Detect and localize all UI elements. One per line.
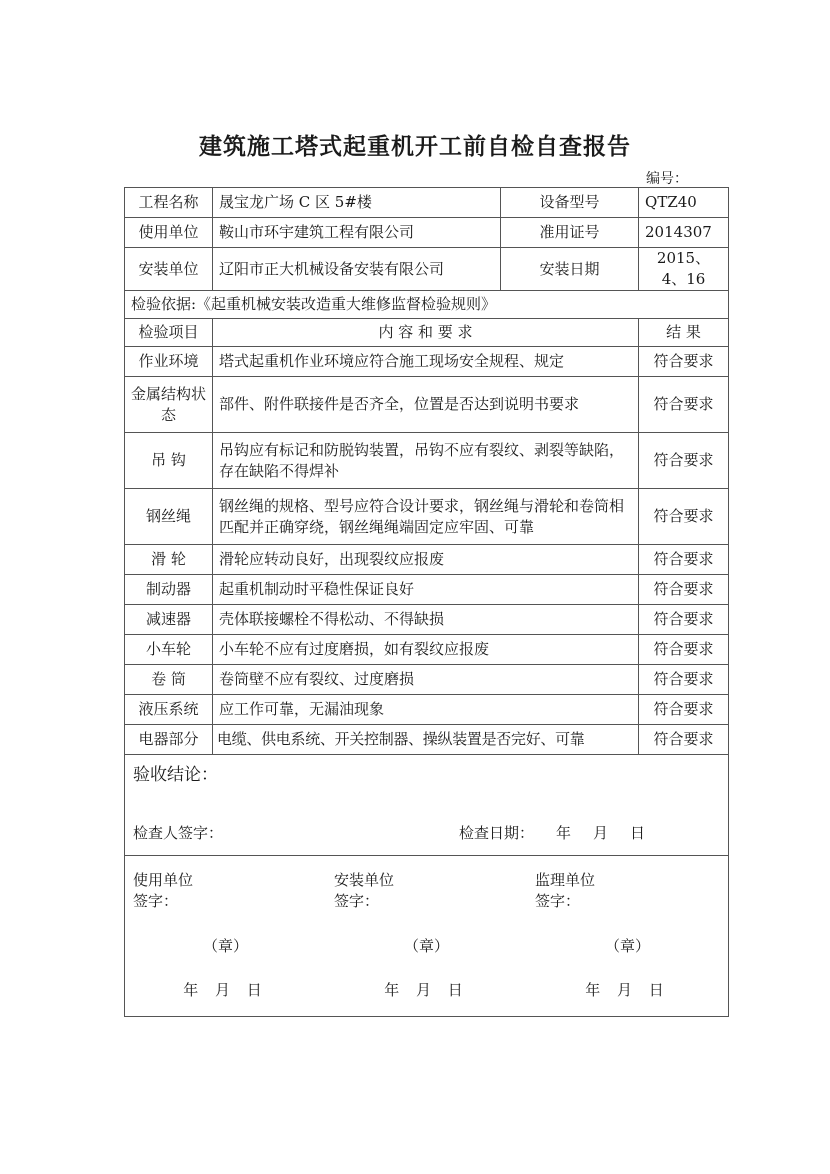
row-result: 符合要求 <box>639 635 729 665</box>
seal-placeholder: （章） <box>202 937 248 955</box>
table-row <box>125 635 729 665</box>
inspection-date <box>459 823 645 844</box>
signature-block-installer <box>326 856 527 1016</box>
project-value: 晟宝龙广场 C 区 5#楼 <box>213 188 501 218</box>
row-content: 应工作可靠，无漏油现象 <box>213 695 639 725</box>
user-unit-value: 鞍山市环宇建筑工程有限公司 <box>213 218 501 248</box>
signature-section <box>125 856 729 1017</box>
installer-label: 安装单位 <box>125 248 213 291</box>
table-row <box>125 377 729 433</box>
row-content: 小车轮不应有过度磨损，如有裂纹应报废 <box>213 635 639 665</box>
row-result: 符合要求 <box>639 545 729 575</box>
table-row <box>125 575 729 605</box>
signature-table <box>125 856 728 1016</box>
table-row <box>125 433 729 489</box>
inspection-basis: 检验依据:《起重机械安装改造重大维修监督检验规则》 <box>125 291 729 319</box>
row-item: 制动器 <box>125 575 213 605</box>
signature-org: 使用单位 <box>133 871 194 889</box>
model-value: QTZ40 <box>639 188 729 218</box>
row-result: 符合要求 <box>639 489 729 545</box>
row-item: 滑 轮 <box>125 545 213 575</box>
row-result: 符合要求 <box>639 347 729 377</box>
signature-date: 年 月 日 <box>384 981 469 999</box>
user-unit-label: 使用单位 <box>125 218 213 248</box>
row-item: 电器部分 <box>125 725 213 755</box>
row-item: 小车轮 <box>125 635 213 665</box>
row-item: 液压系统 <box>125 695 213 725</box>
row-content: 起重机制动时平稳性保证良好 <box>213 575 639 605</box>
header-row <box>125 319 729 347</box>
row-result: 符合要求 <box>639 575 729 605</box>
signature-sign-label: 签字： <box>334 892 380 910</box>
row-item: 钢丝绳 <box>125 489 213 545</box>
signature-row <box>125 856 729 1017</box>
report-title: 建筑施工塔式起重机开工前自检自查报告 <box>199 134 631 160</box>
serial-number-label: 编号： <box>646 171 688 187</box>
table-row <box>125 347 729 377</box>
info-row-installer <box>125 248 729 291</box>
inspection-date-label: 检查日期： <box>459 824 535 842</box>
info-row-user <box>125 218 729 248</box>
header-result: 结 果 <box>639 319 729 347</box>
inspector-signature-label: 检查人签字： <box>133 824 224 842</box>
row-content: 吊钩应有标记和防脱钩装置，吊钩不应有裂纹、剥裂等缺陷，存在缺陷不得焊补 <box>213 433 639 489</box>
conclusion-row <box>125 755 729 856</box>
row-item: 减速器 <box>125 605 213 635</box>
model-label: 设备型号 <box>501 188 639 218</box>
table-row <box>125 665 729 695</box>
signature-org: 监理单位 <box>535 871 596 889</box>
row-item: 作业环境 <box>125 347 213 377</box>
signature-date: 年 月 日 <box>183 981 268 999</box>
row-content: 卷筒壁不应有裂纹、过度磨损 <box>213 665 639 695</box>
signature-org: 安装单位 <box>334 871 395 889</box>
row-result: 符合要求 <box>639 725 729 755</box>
info-row-project <box>125 188 729 218</box>
installer-value: 辽阳市正大机械设备安装有限公司 <box>213 248 501 291</box>
header-content: 内 容 和 要 求 <box>213 319 639 347</box>
seal-placeholder: （章） <box>605 937 651 955</box>
permit-label: 准用证号 <box>501 218 639 248</box>
signature-date: 年 月 日 <box>585 981 670 999</box>
table-row <box>125 725 729 755</box>
table-row <box>125 695 729 725</box>
row-result: 符合要求 <box>639 665 729 695</box>
row-result: 符合要求 <box>639 605 729 635</box>
signature-block-supervisor <box>527 856 728 1016</box>
conclusion-label: 验收结论： <box>133 765 218 785</box>
row-content: 部件、附件联接件是否齐全，位置是否达到说明书要求 <box>213 377 639 433</box>
table-row <box>125 605 729 635</box>
conclusion-section <box>125 755 729 856</box>
row-item: 吊 钩 <box>125 433 213 489</box>
signature-block-user <box>125 856 326 1016</box>
row-content: 滑轮应转动良好，出现裂纹应报废 <box>213 545 639 575</box>
signature-sign-label: 签字： <box>133 892 179 910</box>
row-result: 符合要求 <box>639 695 729 725</box>
date-day: 日 <box>630 824 646 842</box>
signature-sign-label: 签字： <box>535 892 581 910</box>
row-content: 壳体联接螺栓不得松动、不得缺损 <box>213 605 639 635</box>
table-row <box>125 489 729 545</box>
permit-value: 2014307 <box>639 218 729 248</box>
row-result: 符合要求 <box>639 433 729 489</box>
install-date-label: 安装日期 <box>501 248 639 291</box>
row-item: 金属结构状态 <box>125 377 213 433</box>
install-date-value: 2015、4、16 <box>639 248 729 291</box>
row-result: 符合要求 <box>639 377 729 433</box>
table-row <box>125 545 729 575</box>
date-month: 月 <box>593 824 609 842</box>
project-label: 工程名称 <box>125 188 213 218</box>
date-year: 年 <box>556 824 572 842</box>
row-content: 电缆、供电系统、开关控制器、操纵装置是否完好、可靠 <box>213 725 639 755</box>
inspection-table <box>124 187 729 1017</box>
row-content: 钢丝绳的规格、型号应符合设计要求，钢丝绳与滑轮和卷筒相匹配并正确穿绕，钢丝绳绳端固定应牢固、可靠 <box>213 489 639 545</box>
row-content: 塔式起重机作业环境应符合施工现场安全规程、规定 <box>213 347 639 377</box>
seal-placeholder: （章） <box>403 937 449 955</box>
row-item: 卷 筒 <box>125 665 213 695</box>
basis-row <box>125 291 729 319</box>
header-item: 检验项目 <box>125 319 213 347</box>
